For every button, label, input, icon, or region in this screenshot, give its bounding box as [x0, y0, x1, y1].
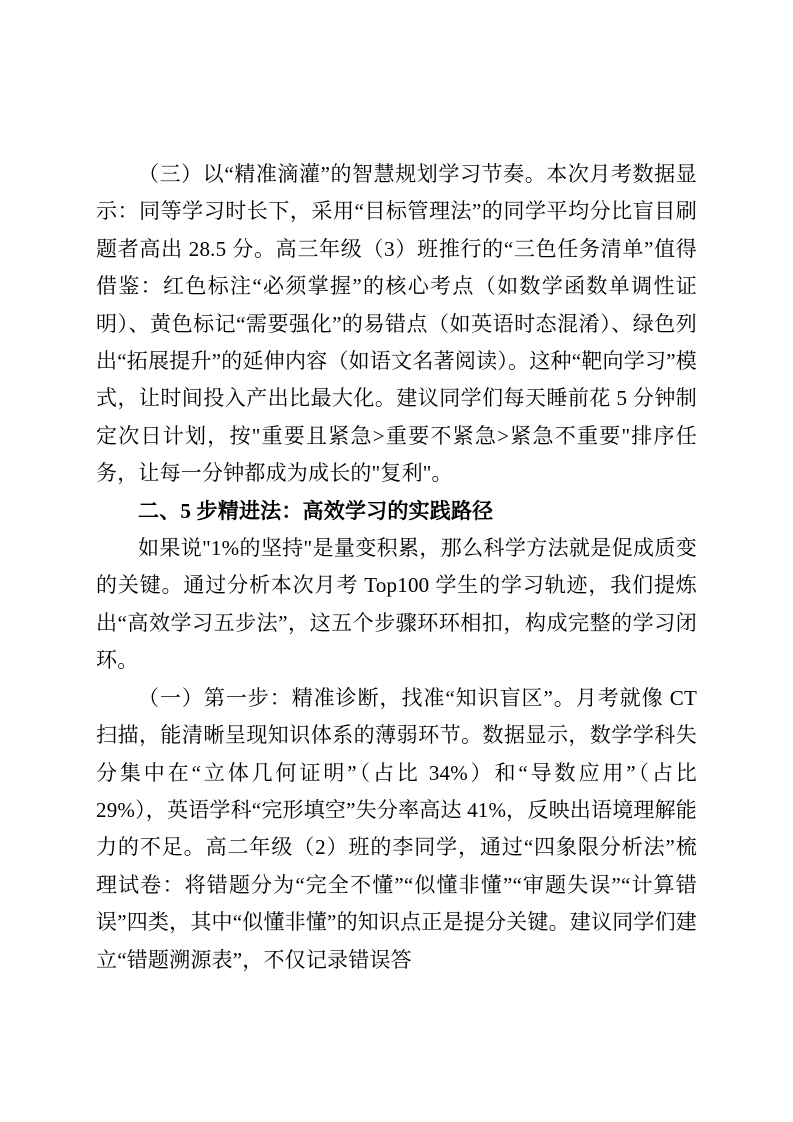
paragraph-method-intro: 如果说"1%的坚持"是量变积累，那么科学方法就是促成质变的关键。通过分析本次月考 Top100 学生的学习轨迹，我们提炼出“高效学习五步法”，这五个步骤环环相扣，构成完整的学习闭环。 — [96, 536, 697, 673]
paragraph-precision-planning: （三）以“精准滴灌”的智慧规划学习节奏。本次月考数据显示：同等学习时长下，采用“目标管理法”的同学平均分比盲目刷题者高出 28.5 分。高三年级（3）班推行的“三色任务清单”值得借鉴：红色标注“必须掌握”的核心考点（如数学函数单调性证明）、黄色标记“需要强化”的易错点（如英语时态混淆）、绿色列出“拓展提升”的延伸内容（如语文名著阅读）。这种“靶向学习”模式，让时间投入产出比最大化。建议同学们每天睡前花 5 分钟制定次日计划，按"重要且紧急>重要不紧急>紧急不重要"排序任务，让每一分钟都成为成长的"复利"。 — [96, 162, 697, 486]
paragraph-step-one-diagnosis: （一）第一步：精准诊断，找准“知识盲区”。月考就像 CT 扫描，能清晰呈现知识体系的薄弱环节。数据显示，数学学科失分集中在“立体几何证明”（占比 34%）和“导数应用”（占比 29%），英语学科“完形填空”失分率高达 41%，反映出语境理解能力的不足。高二年级（2）班的李同学，通过“四象限分析法”梳理试卷：将错题分为“完全不懂”“似懂非懂”“审题失误”“计算错误”四类，其中“似懂非懂”的知识点正是提分关键。建议同学们建立“错题溯源表”，不仅记录错误答 — [96, 685, 697, 972]
page-content — [96, 156, 697, 979]
section-heading-five-step-method: 二、5 步精进法：高效学习的实践路径 — [138, 498, 494, 523]
